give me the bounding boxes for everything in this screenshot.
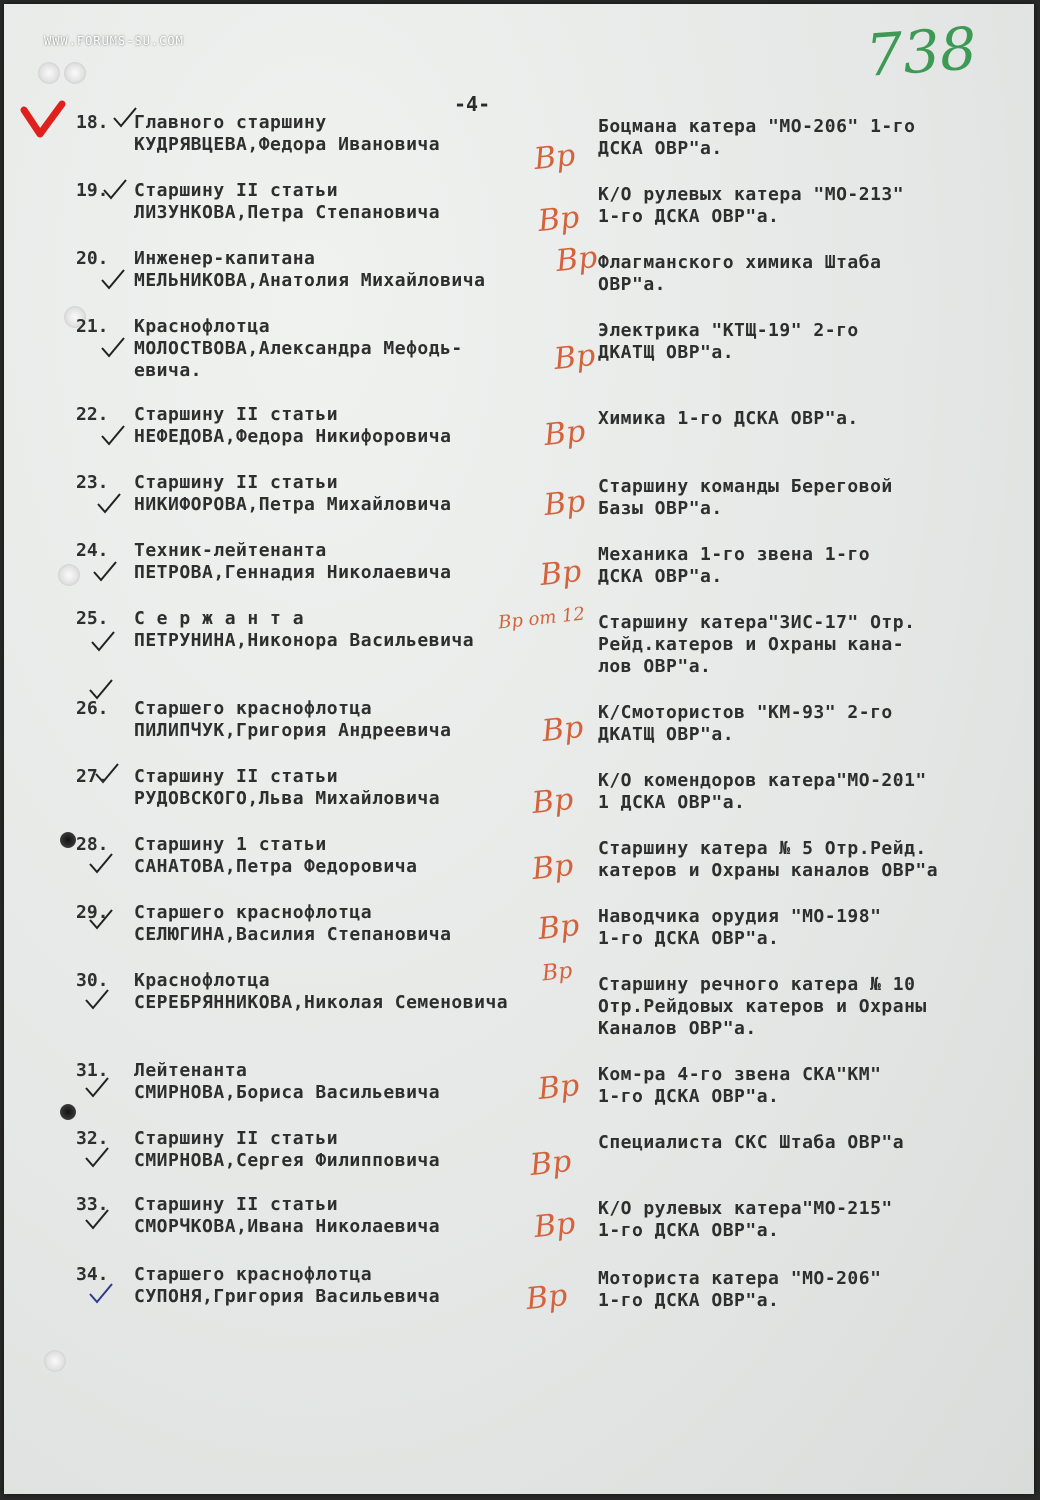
entry-rank: Старшину II статьи xyxy=(134,404,339,425)
entry-position: Механика 1-го звена 1-го xyxy=(598,544,871,565)
entry-position: Старшину команды Береговой xyxy=(598,476,893,497)
award-mark: Вр xyxy=(536,907,581,948)
check-mark-icon xyxy=(100,336,126,358)
entry-name: МЕЛЬНИКОВА,Анатолия Михайловича xyxy=(134,270,486,291)
entry-number: 27. xyxy=(76,766,109,787)
entry-number: 25. xyxy=(76,608,109,629)
entry-rank: Краснофлотца xyxy=(134,316,271,337)
entry-number: 26. xyxy=(76,698,109,719)
entry-rank: Лейтенанта xyxy=(134,1060,248,1081)
entry-position: ОВР"а. xyxy=(598,274,667,295)
entry-name: ПИЛИПЧУК,Григория Андреевича xyxy=(134,720,452,741)
entry-rank: Краснофлотца xyxy=(134,970,271,991)
entry-number: 31. xyxy=(76,1060,109,1081)
entry-position: ДКАТЩ ОВР"а. xyxy=(598,342,735,363)
page-number: -4- xyxy=(454,92,491,116)
entry-number: 20. xyxy=(76,248,109,269)
entry-position: 1-го ДСКА ОВР"а. xyxy=(598,1086,780,1107)
entry-rank: Старшину II статьи xyxy=(134,180,339,201)
entry-name: СМИРНОВА,Сергея Филипповича xyxy=(134,1150,441,1171)
entry-position: 1-го ДСКА ОВР"а. xyxy=(598,928,780,949)
check-mark-icon xyxy=(96,492,122,514)
entry-rank: Главного старшину xyxy=(134,112,327,133)
entry-number: 28. xyxy=(76,834,109,855)
entry-position: Боцмана катера "МО-206" 1-го xyxy=(598,116,916,137)
award-mark: Вр xyxy=(530,781,575,822)
entry-name: ПЕТРУНИНА,Никонора Васильевича xyxy=(134,630,475,651)
award-mark: Вр xyxy=(554,239,599,280)
entry-rank: Старшину II статьи xyxy=(134,1128,339,1149)
award-mark: Вр xyxy=(540,709,585,750)
entry-rank: Старшину II статьи xyxy=(134,1194,339,1215)
entry-number: 18. xyxy=(76,112,109,133)
document-sheet xyxy=(4,4,1034,1494)
entry-position: Флагманского химика Штаба xyxy=(598,252,882,273)
entry-number: 32. xyxy=(76,1128,109,1149)
entry-number: 24. xyxy=(76,540,109,561)
entry-position: Базы ОВР"а. xyxy=(598,498,723,519)
check-mark-icon xyxy=(84,1146,110,1168)
entry-number: 19. xyxy=(76,180,109,201)
entry-name: СМИРНОВА,Бориса Васильевича xyxy=(134,1082,441,1103)
award-mark: Вр xyxy=(532,1205,577,1246)
entry-position: Специалиста СКС Штаба ОВР"а xyxy=(598,1132,905,1153)
entry-number: 30. xyxy=(76,970,109,991)
entry-name: НИКИФОРОВА,Петра Михайловича xyxy=(134,494,452,515)
archive-number: 738 xyxy=(863,14,979,90)
entry-rank: Старшего краснофлотца xyxy=(134,698,373,719)
entry-rank: Старшину 1 статьи xyxy=(134,834,327,855)
punch-hole xyxy=(64,62,86,84)
entry-position: Наводчика орудия "МО-198" xyxy=(598,906,882,927)
entry-position: ДСКА ОВР"а. xyxy=(598,566,723,587)
entry-position: К/О рулевых катера"МО-215" xyxy=(598,1198,893,1219)
punch-hole xyxy=(58,564,80,586)
entry-number: 33. xyxy=(76,1194,109,1215)
punch-hole xyxy=(38,62,60,84)
check-mark-icon xyxy=(88,852,114,874)
entry-rank: Старшего краснофлотца xyxy=(134,902,373,923)
award-mark: Вр xyxy=(532,137,577,178)
entry-rank: Старшего краснофлотца xyxy=(134,1264,373,1285)
entry-number: 29. xyxy=(76,902,109,923)
check-mark-icon xyxy=(88,1282,114,1304)
entry-name: НЕФЕДОВА,Федора Никифоровича xyxy=(134,426,452,447)
check-mark-icon xyxy=(100,424,126,446)
entry-position: ДСКА ОВР"а. xyxy=(598,138,723,159)
entry-name: СЕЛЮГИНА,Василия Степановича xyxy=(134,924,452,945)
entry-name: ПЕТРОВА,Геннадия Николаевича xyxy=(134,562,452,583)
award-mark: Вр xyxy=(528,1143,573,1184)
award-mark: Вр xyxy=(530,847,575,888)
entry-name: СМОРЧКОВА,Ивана Николаевича xyxy=(134,1216,441,1237)
entry-number: 22. xyxy=(76,404,109,425)
entry-position: 1-го ДСКА ОВР"а. xyxy=(598,206,780,227)
entry-position: Старшину катера № 5 Отр.Рейд. xyxy=(598,838,927,859)
entry-position: Каналов ОВР"а. xyxy=(598,1018,757,1039)
entry-name-continued: евича. xyxy=(134,360,203,381)
award-mark: Вр xyxy=(538,553,583,594)
entry-position: 1 ДСКА ОВР"а. xyxy=(598,792,746,813)
entry-name: СЕРЕБРЯННИКОВА,Николая Семеновича xyxy=(134,992,509,1013)
check-mark-icon xyxy=(92,560,118,582)
check-mark-icon xyxy=(84,988,110,1010)
entry-name: СУПОНЯ,Григория Васильевича xyxy=(134,1286,441,1307)
entry-name: САНАТОВА,Петра Федоровича xyxy=(134,856,418,877)
entry-position: 1-го ДСКА ОВР"а. xyxy=(598,1290,780,1311)
entry-position: К/О рулевых катера "МО-213" xyxy=(598,184,905,205)
entry-position: 1-го ДСКА ОВР"а. xyxy=(598,1220,780,1241)
entry-rank: С е р ж а н т а xyxy=(134,608,305,629)
entry-rank: Техник-лейтенанта xyxy=(134,540,327,561)
punch-hole xyxy=(60,1104,76,1120)
award-mark: Вр xyxy=(542,413,587,454)
entry-position: лов ОВР"а. xyxy=(598,656,712,677)
entry-position: катеров и Охраны каналов ОВР"а xyxy=(598,860,939,881)
entry-position: ДКАТЩ ОВР"а. xyxy=(598,724,735,745)
check-mark-icon xyxy=(90,630,116,652)
entry-name: КУДРЯВЦЕВА,Федора Ивановича xyxy=(134,134,441,155)
red-check-mark xyxy=(20,100,66,140)
punch-hole xyxy=(60,832,76,848)
entry-rank: Старшину II статьи xyxy=(134,472,339,493)
entry-rank: Старшину II статьи xyxy=(134,766,339,787)
entry-number: 34. xyxy=(76,1264,109,1285)
watermark: WWW.FORUMS-SU.COM xyxy=(44,34,184,48)
award-mark: Вр xyxy=(536,1067,581,1108)
entry-position: К/Смотористов "КМ-93" 2-го xyxy=(598,702,893,723)
entry-number: 21. xyxy=(76,316,109,337)
punch-hole xyxy=(44,1350,66,1372)
entry-position: Химика 1-го ДСКА ОВР"а. xyxy=(598,408,859,429)
entry-name: МОЛОСТВОВА,Александра Мефодь- xyxy=(134,338,463,359)
entry-position: Электрика "КТЩ-19" 2-го xyxy=(598,320,859,341)
entry-position: Рейд.катеров и Охраны кана- xyxy=(598,634,905,655)
entry-position: Моториста катера "МО-206" xyxy=(598,1268,882,1289)
award-mark: Вр xyxy=(542,483,587,524)
entry-rank: Инженер-капитана xyxy=(134,248,316,269)
entry-position: Ком-ра 4-го звена СКА"КМ" xyxy=(598,1064,882,1085)
check-mark-icon xyxy=(100,268,126,290)
entry-position: К/О комендоров катера"МО-201" xyxy=(598,770,927,791)
award-mark: Вр xyxy=(552,337,597,378)
entry-name: ЛИЗУНКОВА,Петра Степановича xyxy=(134,202,441,223)
award-mark: Вр от 12 xyxy=(497,603,586,634)
check-mark-icon xyxy=(88,678,114,700)
award-mark: Вр xyxy=(536,199,581,240)
entry-position: Отр.Рейдовых катеров и Охраны xyxy=(598,996,927,1017)
award-mark: Вр xyxy=(540,958,574,987)
entry-position: Старшину речного катера № 10 xyxy=(598,974,916,995)
entry-number: 23. xyxy=(76,472,109,493)
entry-name: РУДОВСКОГО,Льва Михайловича xyxy=(134,788,441,809)
entry-position: Старшину катера"ЗИС-17" Отр. xyxy=(598,612,916,633)
award-mark: Вр xyxy=(524,1277,569,1318)
